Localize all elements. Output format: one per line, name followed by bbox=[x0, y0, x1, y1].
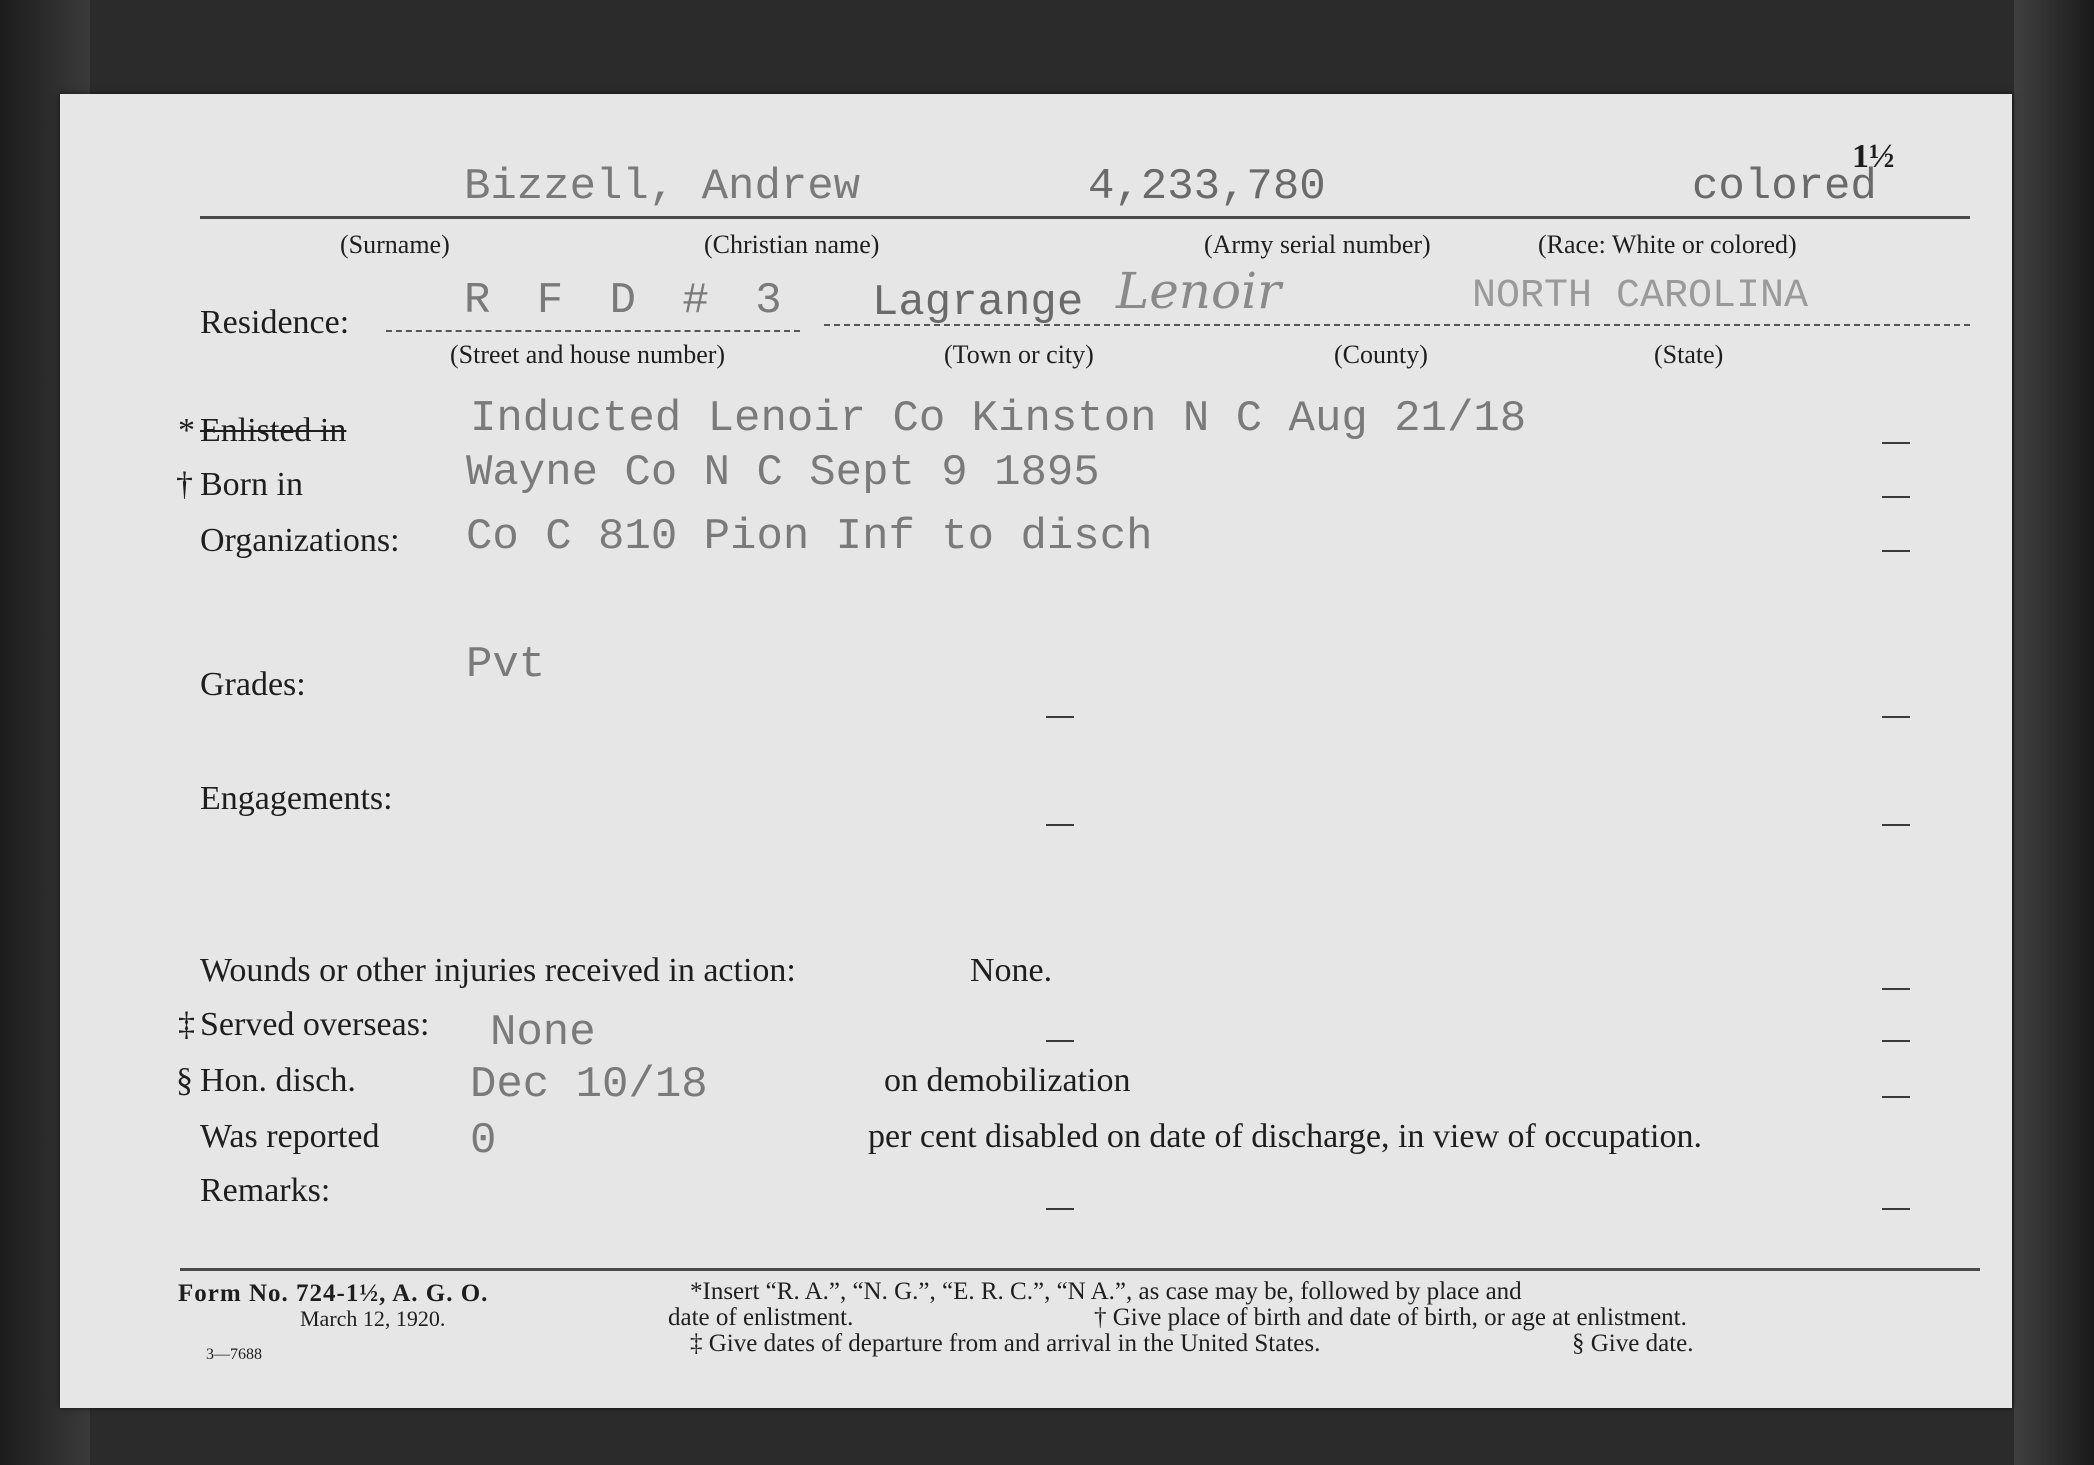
overseas-label: Served overseas: bbox=[200, 1006, 430, 1043]
scan-border-right bbox=[2014, 0, 2094, 1465]
footer-note-discharge: § Give date. bbox=[1572, 1330, 1694, 1357]
discharge-note: on demobilization bbox=[884, 1062, 1131, 1099]
town-county-state-rule bbox=[824, 324, 1970, 326]
footer-form-number: Form No. 724-1½, A. G. O. bbox=[178, 1280, 489, 1307]
grades-value: Pvt bbox=[466, 640, 546, 690]
residence-town: Lagrange bbox=[872, 278, 1084, 328]
overseas-mid-dash bbox=[1046, 1040, 1074, 1042]
footer-form-date: March 12, 1920. bbox=[300, 1306, 446, 1331]
engagements-mid-dash bbox=[1046, 824, 1074, 826]
overseas-value: None bbox=[490, 1008, 596, 1058]
caption-state: (State) bbox=[1654, 340, 1724, 369]
caption-county: (County) bbox=[1334, 340, 1428, 369]
residence-county: Lenoir bbox=[1116, 262, 1281, 320]
residence-street: R F D # 3 bbox=[464, 276, 792, 326]
organizations-value: Co C 810 Pion Inf to disch bbox=[466, 512, 1153, 562]
footer-note-overseas: ‡ Give dates of departure from and arrival in the United States. bbox=[690, 1330, 1321, 1357]
footer-print-code: 3—7688 bbox=[206, 1346, 262, 1363]
caption-town: (Town or city) bbox=[944, 340, 1094, 369]
wounds-value: None. bbox=[970, 952, 1053, 989]
street-rule bbox=[386, 330, 800, 332]
remarks-dash bbox=[1882, 1208, 1910, 1210]
serial-number: 4,233,780 bbox=[1088, 162, 1326, 212]
footer-rule bbox=[180, 1268, 1980, 1271]
organizations-label: Organizations: bbox=[200, 522, 400, 559]
service-record-card bbox=[60, 94, 2012, 1408]
wounds-dash bbox=[1882, 988, 1910, 990]
footer-note-birth: † Give place of birth and date of birth, or age at enlistment. bbox=[1094, 1304, 1687, 1331]
caption-christian-name: (Christian name) bbox=[704, 230, 880, 259]
born-value: Wayne Co N C Sept 9 1895 bbox=[466, 448, 1100, 498]
residence-label: Residence: bbox=[200, 304, 350, 341]
residence-state: NORTH CAROLINA bbox=[1472, 274, 1809, 319]
overseas-dash bbox=[1882, 1040, 1910, 1042]
form-number: 1½ bbox=[1852, 138, 1895, 175]
born-mark: † bbox=[176, 466, 193, 503]
row1-rule bbox=[200, 216, 1970, 219]
remarks-mid-dash bbox=[1046, 1208, 1074, 1210]
discharge-dash bbox=[1882, 1096, 1910, 1098]
enlisted-label: Enlisted in bbox=[200, 412, 347, 449]
enlisted-value: Inducted Lenoir Co Kinston N C Aug 21/18 bbox=[470, 394, 1527, 444]
caption-race: (Race: White or colored) bbox=[1538, 230, 1797, 259]
wounds-label: Wounds or other injuries received in action: bbox=[200, 952, 796, 989]
engagements-label: Engagements: bbox=[200, 780, 393, 817]
reported-value: 0 bbox=[470, 1116, 497, 1166]
caption-surname: (Surname) bbox=[340, 230, 450, 259]
reported-note: per cent disabled on date of discharge, in view of occupation. bbox=[868, 1118, 1702, 1155]
remarks-label: Remarks: bbox=[200, 1172, 331, 1209]
discharge-mark: § bbox=[176, 1062, 193, 1099]
born-dash bbox=[1882, 496, 1910, 498]
discharge-value: Dec 10/18 bbox=[470, 1060, 708, 1110]
born-label: Born in bbox=[200, 466, 303, 503]
reported-label: Was reported bbox=[200, 1118, 380, 1155]
footer-note-enlisted-cont: date of enlistment. bbox=[668, 1304, 854, 1331]
organizations-dash bbox=[1882, 550, 1910, 552]
enlisted-mark: * bbox=[178, 412, 195, 449]
grades-label: Grades: bbox=[200, 666, 306, 703]
overseas-mark: ‡ bbox=[178, 1006, 195, 1043]
engagements-dash bbox=[1882, 824, 1910, 826]
caption-street: (Street and house number) bbox=[450, 340, 726, 369]
enlisted-dash bbox=[1882, 442, 1910, 444]
caption-serial-number: (Army serial number) bbox=[1204, 230, 1431, 259]
grades-dash bbox=[1882, 716, 1910, 718]
footer-note-enlisted: *Insert “R. A.”, “N. G.”, “E. R. C.”, “N A.”, as case may be, followed by place and bbox=[690, 1278, 1522, 1305]
person-name: Bizzell, Andrew bbox=[464, 162, 861, 212]
grades-mid-dash bbox=[1046, 716, 1074, 718]
race-value: colored bbox=[1692, 162, 1877, 212]
discharge-label: Hon. disch. bbox=[200, 1062, 356, 1099]
